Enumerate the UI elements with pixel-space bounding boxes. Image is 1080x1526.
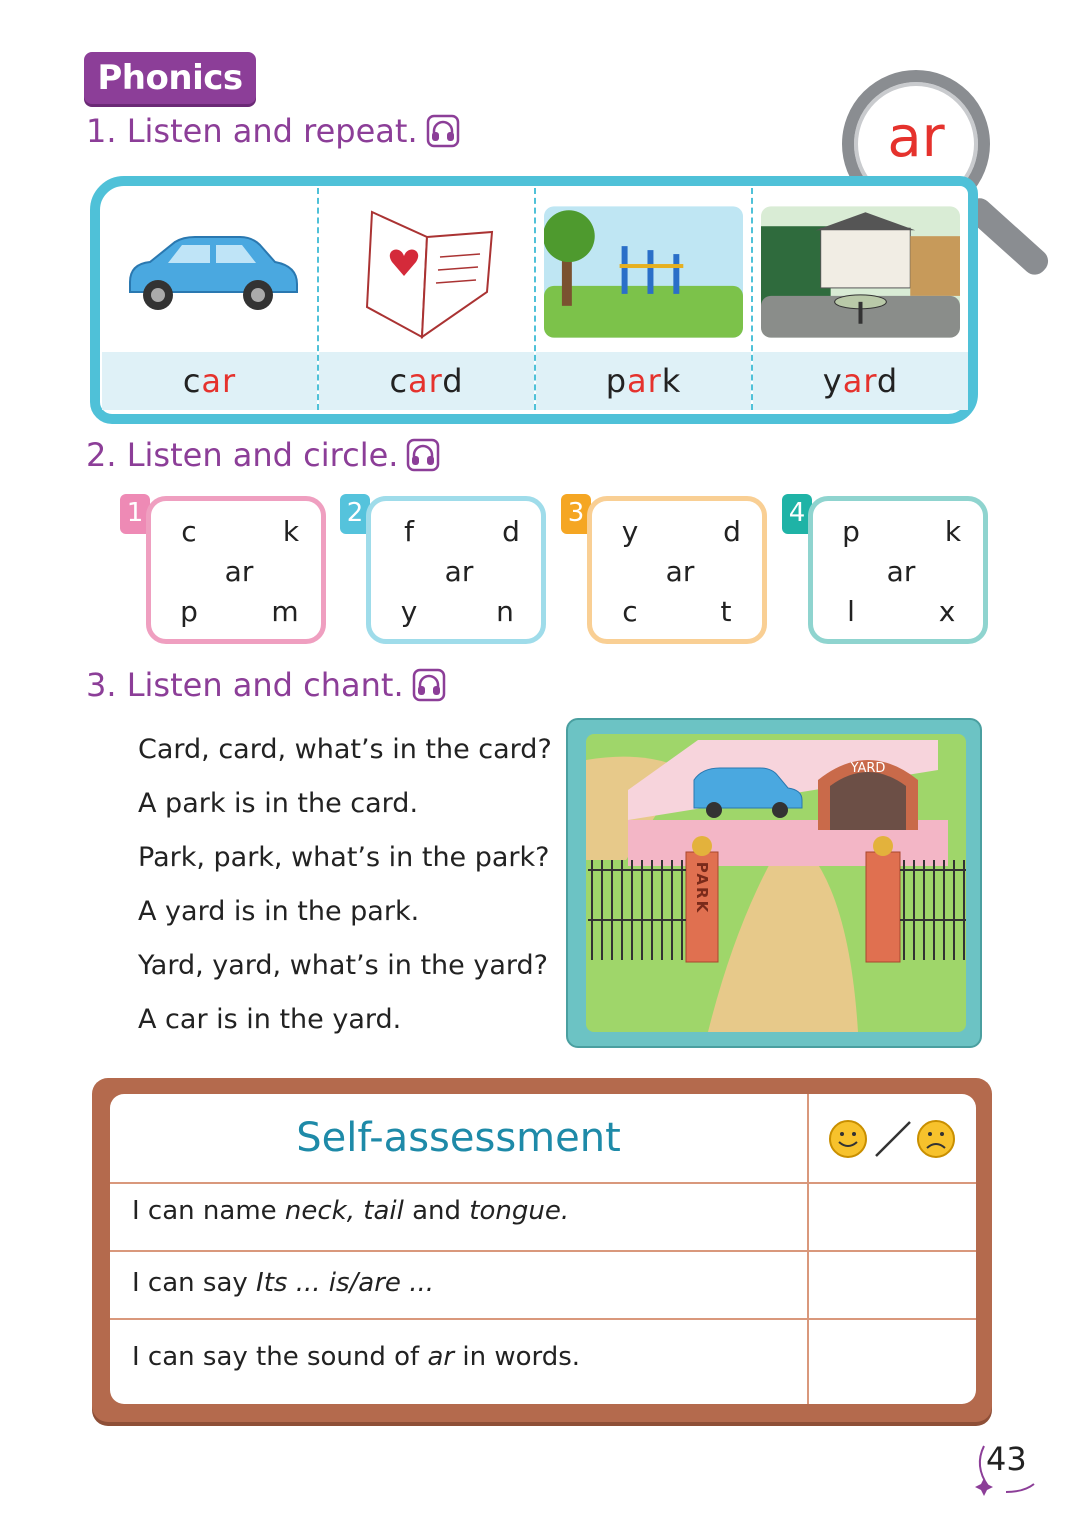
section1-title: 1. Listen and repeat. (86, 112, 418, 150)
rating-cell[interactable] (808, 1184, 976, 1252)
letter-box-2 (366, 496, 546, 644)
word-park: park (536, 352, 751, 410)
assessment-item-2 (132, 1268, 434, 1298)
letter-option[interactable]: f (404, 515, 414, 548)
section2-heading (86, 436, 440, 474)
sad-face-icon (918, 1121, 954, 1157)
ar-sound: ar (886, 555, 916, 588)
chant-line: Park, park, what’s in the park? (138, 842, 550, 873)
happy-face-icon (830, 1121, 866, 1157)
letter-option[interactable]: k (282, 515, 300, 548)
assessment-item-1 (132, 1196, 569, 1226)
letter-option[interactable]: d (502, 515, 520, 548)
chant-line: A car is in the yard. (138, 1004, 402, 1035)
word-card: card (319, 352, 534, 410)
letter-option[interactable]: y (400, 595, 418, 628)
assessment-text: I can say (132, 1268, 257, 1298)
assessment-text: ar (427, 1342, 455, 1372)
section3-title: 3. Listen and chant. (86, 666, 404, 704)
word-cards (102, 188, 968, 410)
letter-option[interactable]: c (181, 515, 197, 548)
headphones-icon[interactable] (412, 668, 446, 702)
chant-line: A park is in the card. (138, 788, 419, 819)
letter-option[interactable]: n (496, 595, 514, 628)
letter-option[interactable]: d (723, 515, 741, 548)
word-car: car (102, 352, 317, 410)
phonics-badge (84, 52, 256, 104)
letter-option[interactable]: k (944, 515, 962, 548)
chant-line: Card, card, what’s in the card? (138, 734, 552, 765)
letter-box-3 (587, 496, 767, 644)
section2-title: 2. Listen and circle. (86, 436, 399, 474)
letter-option[interactable]: m (271, 595, 299, 628)
self-assessment-title: Self-assessment (296, 1115, 621, 1161)
section3-heading (86, 666, 446, 704)
page-number: 43 (986, 1440, 1027, 1478)
rating-cell[interactable] (808, 1252, 976, 1320)
ar-sound: ar (444, 555, 474, 588)
exercise-number-4: 4 (782, 494, 812, 534)
yard-picture (761, 202, 960, 342)
word-yard: yard (753, 352, 968, 410)
exercise-number-3: 3 (561, 494, 591, 534)
letter-option[interactable]: c (622, 595, 638, 628)
assessment-text: in words. (454, 1342, 581, 1372)
headphones-icon[interactable] (426, 114, 460, 148)
assessment-text: I can name (132, 1196, 285, 1226)
letter-option[interactable]: y (621, 515, 639, 548)
section1-heading (86, 112, 460, 150)
exercise-number-1: 1 (120, 494, 150, 534)
car-picture (110, 202, 309, 342)
word-card-park[interactable] (536, 188, 753, 410)
yard-scene-illustration (566, 718, 982, 1048)
focus-sound: ar (887, 105, 945, 170)
headphones-icon[interactable] (406, 438, 440, 472)
chant-text (138, 730, 558, 1054)
ar-sound: ar (665, 555, 695, 588)
letter-option[interactable]: l (847, 595, 855, 628)
letter-option[interactable]: x (938, 595, 956, 628)
assessment-item-3 (132, 1342, 580, 1372)
word-card-yard[interactable] (753, 188, 968, 410)
chant-line: Yard, yard, what’s in the yard? (138, 950, 548, 981)
gate-sign: YARD (850, 761, 886, 776)
park-picture (544, 202, 743, 342)
letter-box-1 (146, 496, 326, 644)
assessment-text: tongue. (469, 1196, 570, 1226)
word-card-card[interactable] (319, 188, 536, 410)
ar-sound: ar (224, 555, 254, 588)
assessment-text: neck, tail (284, 1196, 404, 1226)
face-rating-header (826, 1116, 960, 1162)
assessment-text: I can say the sound of (132, 1342, 428, 1372)
letter-option[interactable]: p (842, 515, 860, 548)
letter-box-4 (808, 496, 988, 644)
assessment-text: and (403, 1196, 470, 1226)
chant-line: A yard is in the park. (138, 896, 420, 927)
rating-cell[interactable] (808, 1320, 976, 1404)
exercise-number-2: 2 (340, 494, 370, 534)
letter-option[interactable]: t (720, 595, 732, 628)
park-sign: PARK (693, 861, 711, 915)
greeting-card-picture (327, 202, 526, 342)
phonics-label: Phonics (97, 58, 243, 98)
letter-option[interactable]: p (180, 595, 198, 628)
word-card-car[interactable] (102, 188, 319, 410)
assessment-text: Its ... is/are ... (256, 1268, 434, 1298)
